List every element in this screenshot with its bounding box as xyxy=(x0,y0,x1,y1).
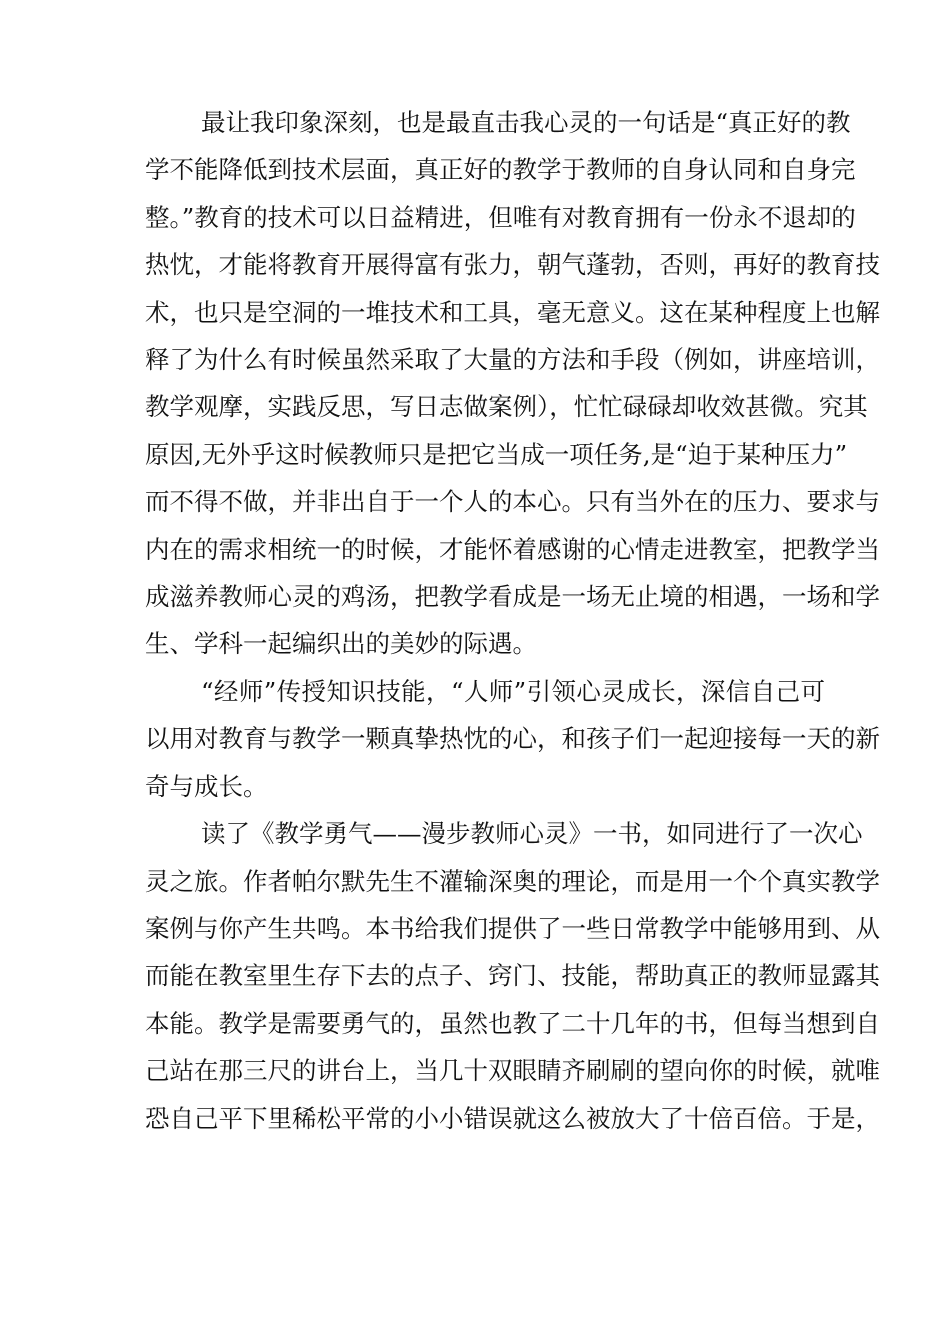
text-line: 整。”教育的技术可以日益精进，但唯有对教育拥有一份永不退却的 xyxy=(145,202,856,232)
text-line: 奇与成长。 xyxy=(145,771,268,801)
text-line: 学不能降低到技术层面，真正好的教学于教师的自身认同和自身完 xyxy=(145,155,856,185)
text-line: 生、学科一起编织出的美妙的际遇。 xyxy=(145,629,537,659)
text-line: 读了《教学勇气——漫步教师心灵》一书，如同进行了一次心 xyxy=(201,819,863,849)
paragraph-2 xyxy=(145,668,880,810)
text-line: 成滋养教师心灵的鸡汤，把教学看成是一场无止境的相遇，一场和学 xyxy=(145,582,880,612)
paragraph-1 xyxy=(145,99,880,668)
text-line: 教学观摩，实践反思，写日志做案例），忙忙碌碌却收效甚微。究其 xyxy=(145,392,868,422)
text-line: 热忱，才能将教育开展得富有张力，朝气蓬勃，否则，再好的教育技 xyxy=(145,250,880,280)
text-line: 灵之旅。作者帕尔默先生不灌输深奥的理论，而是用一个个真实教学 xyxy=(145,866,880,896)
text-line: 本能。教学是需要勇气的，虽然也教了二十几年的书，但每当想到自 xyxy=(145,1008,880,1038)
text-line: 己站在那三尺的讲台上，当几十双眼睛齐刷刷的望向你的时候，就唯 xyxy=(145,1056,880,1086)
text-line: 最让我印象深刻，也是最直击我心灵的一句话是“真正好的教 xyxy=(201,108,851,137)
paragraph-3 xyxy=(145,810,880,1142)
text-line: 以用对教育与教学一颗真挚热忱的心，和孩子们一起迎接每一天的新 xyxy=(145,724,880,754)
document-body xyxy=(145,99,880,1142)
text-line: 而能在教室里生存下去的点子、窍门、技能，帮助真正的教师显露其 xyxy=(145,961,880,991)
text-line: 内在的需求相统一的时候，才能怀着感谢的心情走进教室，把教学当 xyxy=(145,534,880,564)
text-line: 术，也只是空洞的一堆技术和工具，毫无意义。这在某种程度上也解 xyxy=(145,297,880,327)
text-line: 恐自己平下里稀松平常的小小错误就这么被放大了十倍百倍。于是， xyxy=(145,1103,880,1133)
text-line: 而不得不做，并非出自于一个人的本心。只有当外在的压力、要求与 xyxy=(145,487,880,517)
text-line: 释了为什么有时候虽然采取了大量的方法和手段（例如，讲座培训， xyxy=(145,345,880,375)
text-line: 原因,无外乎这时候教师只是把它当成一项任务,是“迫于某种压力” xyxy=(145,439,848,469)
text-line: “经师”传授知识技能，“人师”引领心灵成长，深信自己可 xyxy=(201,676,825,706)
text-line: 案例与你产生共鸣。本书给我们提供了一些日常教学中能够用到、从 xyxy=(145,913,880,943)
